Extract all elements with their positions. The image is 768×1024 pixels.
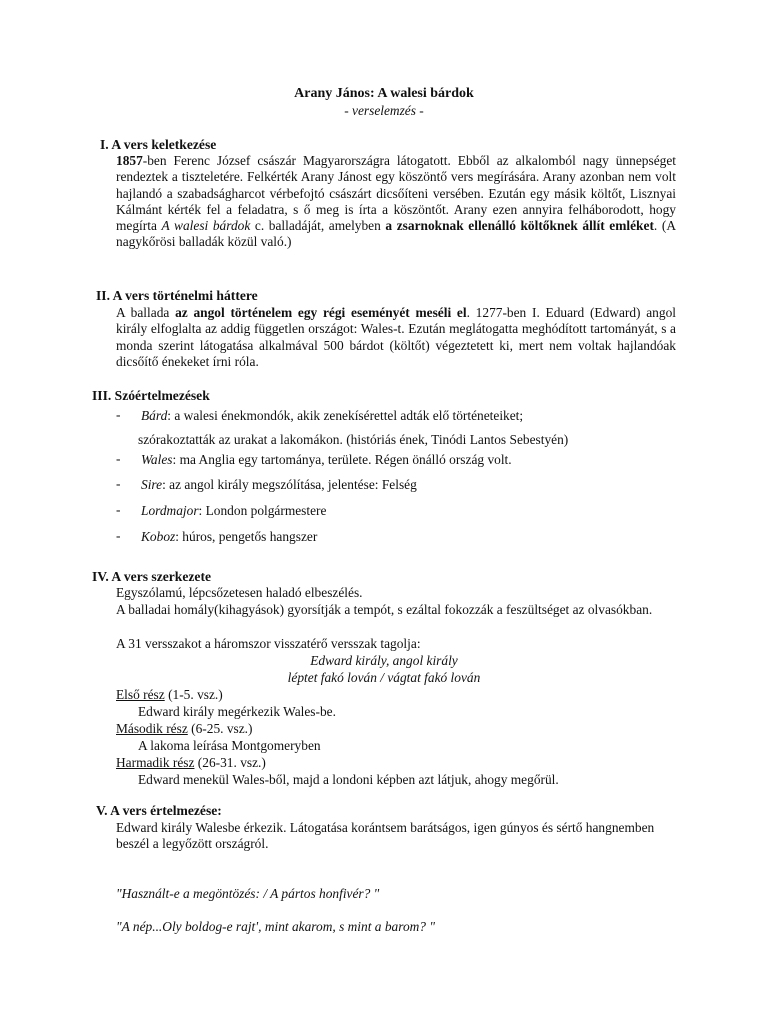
work-title: A walesi bárdok: [161, 218, 251, 234]
refrain-line-1: Edward király, angol király: [310, 653, 458, 668]
section-2-text: A ballada: [116, 305, 176, 320]
list-item: [141, 452, 512, 468]
definition: : London polgármestere: [198, 503, 327, 518]
definition: : húros, pengetős hangszer: [175, 529, 318, 544]
section-2-bold: az angol történelem egy régi eseményét meséli el: [175, 305, 467, 320]
list-item: [141, 529, 317, 545]
part-range: (26-31. vsz.): [194, 755, 266, 770]
section-2-text-2: . 1277-ben I. Eduard (Edward) angol király elfoglalta az addig független országot: Wales-t. Ezután meglátogatta meghódított tartományát, s a monda szerint látogatása alkalmával 500 bárdot (költőt) végeztetett ki, mert nem voltak hajlandóak dicsőítő énekeket írni róla.: [116, 305, 676, 369]
term: Wales: [141, 452, 173, 467]
page-title: Arany János: A walesi bárdok: [294, 86, 474, 101]
structure-line: Egyszólamú, lépcsőzetesen haladó elbeszélés.: [116, 585, 363, 600]
part-name: Első rész: [116, 687, 165, 702]
part-range: (6-25. vsz.): [187, 721, 253, 736]
list-item-continuation: szórakoztatták az urakat a lakomákon. (históriás ének, Tinódi Lantos Sebestyén): [138, 432, 569, 447]
term: Koboz: [141, 529, 176, 544]
section-1-paragraph: [116, 153, 676, 251]
section-5-paragraph: Edward király Walesbe érkezik. Látogatása korántsem barátságos, igen gúnyos és sértő hangnemben beszél a legyőzött országról.: [116, 820, 655, 852]
section-2-heading: II. A vers történelmi háttere: [96, 288, 258, 303]
section-4-heading: IV. A vers szerkezete: [92, 569, 212, 584]
part-description: Edward menekül Wales-ből, majd a londoni képben azt látjuk, ahogy megőrül.: [138, 772, 559, 787]
year: 1857: [116, 153, 143, 168]
term: Bárd: [141, 408, 168, 423]
list-dash: -: [116, 528, 121, 543]
section-1-text: -ben Ferenc József császár Magyarországra látogatott. Ebből az alkalomból nagy ünnepséget rendeztek a tiszteletére. Felkérték Arany Jánost egy köszöntő vers megírására. Arany azonban nem volt hajlandó a szabadságharcot vérbefojtó császárt dicsőíteni versében. Ezután egy másik költőt, Lisznyai Kálmánt kérték fel a feladatra, s ő meg is írta a köszöntőt. Arany ezen annyira felháborodott, hogy megírta: [116, 153, 676, 234]
part-label: [116, 687, 223, 703]
definition: : a walesi énekmondók, akik zenekísérettel adták elő történeteiket;: [167, 408, 524, 423]
structure-line: A 31 versszakot a háromszor visszatérő versszak tagolja:: [116, 636, 421, 651]
part-name: Második rész: [116, 721, 188, 736]
section-2-paragraph: [116, 305, 676, 370]
list-item: [141, 477, 417, 493]
list-dash: -: [116, 407, 121, 422]
term: Lordmajor: [141, 503, 199, 518]
part-description: Edward király megérkezik Wales-be.: [138, 704, 336, 719]
quote-1: "Használt-e a megöntözés: / A pártos honfivér? ": [116, 886, 380, 901]
list-item: [141, 408, 523, 424]
part-description: A lakoma leírása Montgomeryben: [138, 738, 321, 753]
structure-paragraph: A balladai homály(kihagyások) gyorsítják a tempót, s ezáltal fokozzák a feszültséget az olvasókban.: [116, 602, 653, 617]
section-1-heading: I. A vers keletkezése: [100, 137, 217, 152]
part-label: [116, 755, 266, 771]
part-name: Harmadik rész: [116, 755, 195, 770]
list-dash: -: [116, 451, 121, 466]
part-range: (1-5. vsz.): [164, 687, 223, 702]
list-dash: -: [116, 476, 121, 491]
refrain-line-2: léptet fakó lován / vágtat fakó lován: [287, 670, 481, 685]
quote-2: "A nép...Oly boldog-e rajt', mint akarom, s mint a barom? ": [116, 919, 435, 934]
list-dash: -: [116, 502, 121, 517]
section-5-heading: V. A vers értelmezése:: [96, 803, 222, 818]
section-1-bold: a zsarnoknak ellenálló költőknek állít emléket: [385, 218, 654, 234]
term: Sire: [141, 477, 163, 492]
section-1-text-3: . (A nagykőrösi balladák közül való.): [116, 218, 676, 250]
part-label: [116, 721, 253, 737]
page-subtitle: - verselemzés -: [344, 103, 424, 118]
list-item: [141, 503, 326, 519]
section-1-text-2: c. balladáját, amelyben: [250, 218, 386, 234]
definition: : ma Anglia egy tartománya, területe. Régen önálló ország volt.: [172, 452, 512, 467]
section-3-heading: III. Szóértelmezések: [92, 388, 210, 403]
definition: : az angol király megszólítása, jelentése: Felség: [162, 477, 417, 492]
